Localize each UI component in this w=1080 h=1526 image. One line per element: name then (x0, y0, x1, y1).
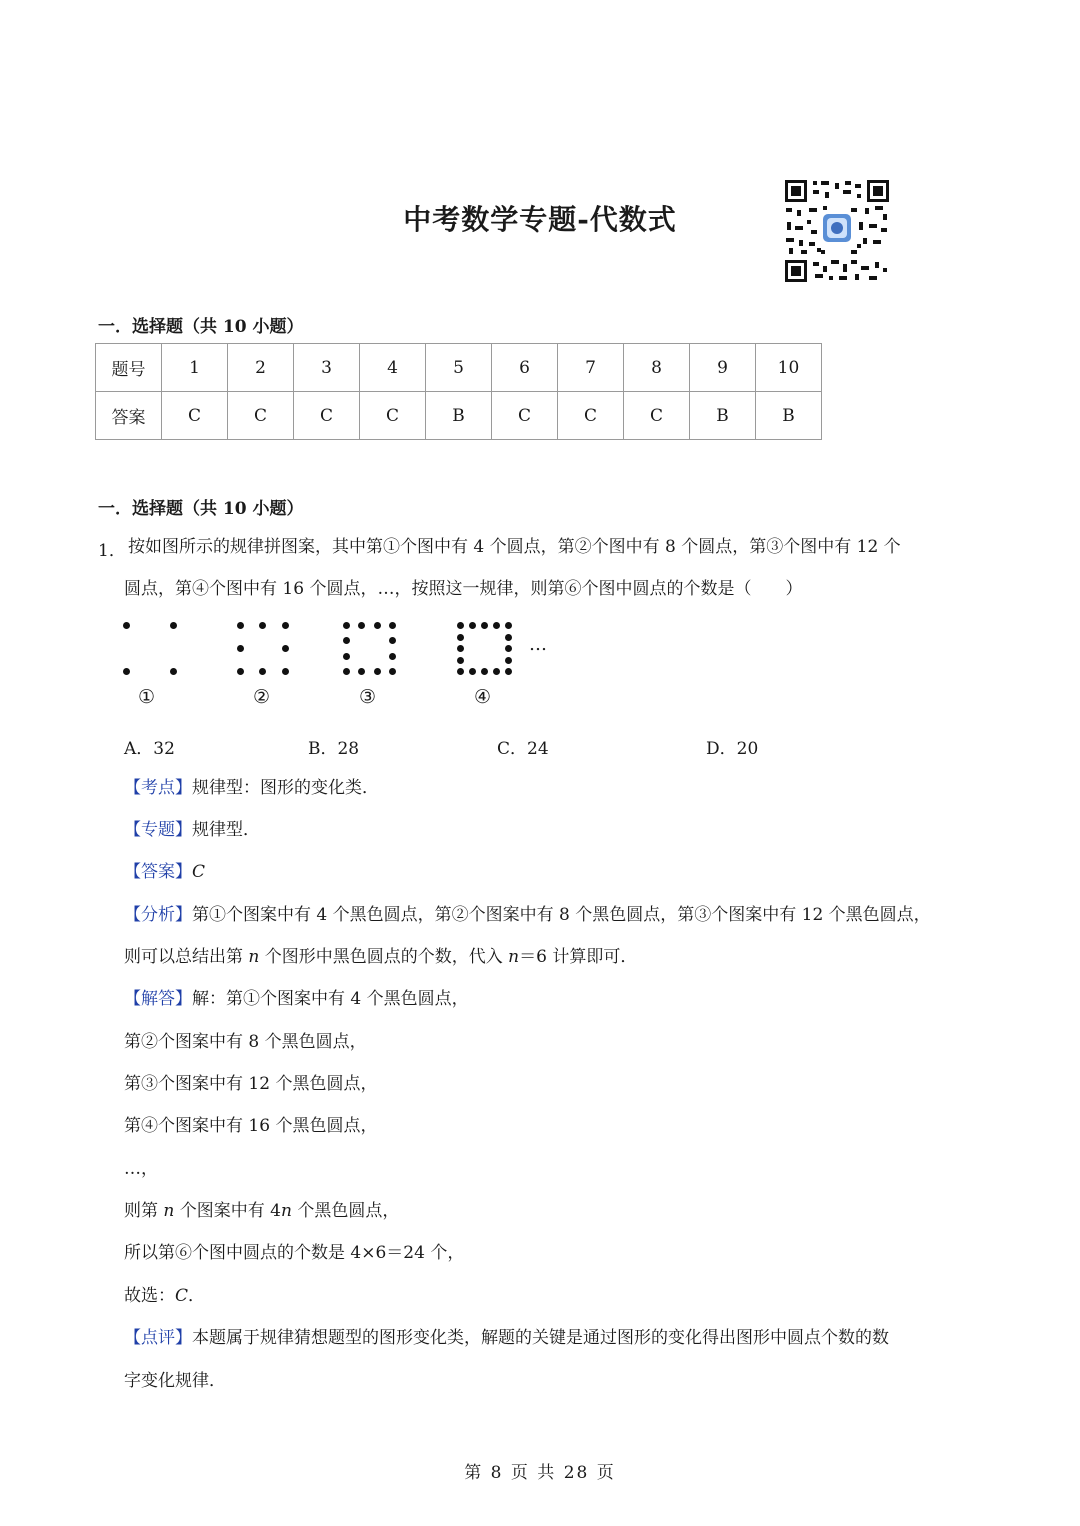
answer-table (95, 343, 822, 440)
question-number-cell: 1 (162, 344, 228, 392)
figure-ellipsis: … (529, 634, 547, 655)
section-heading: 一．选择题（共 10 小题） (98, 317, 304, 337)
jieda-tag: 【解答】 (124, 989, 192, 1009)
kaodian-line (124, 776, 379, 800)
answer-cell: C (294, 392, 360, 440)
jieda-line: 第②个图案中有 8 个黑色圆点， (124, 1032, 367, 1052)
jieda-text: 个黑色圆点， (291, 1201, 400, 1221)
figure-label: ② (253, 686, 271, 708)
jieda-line (124, 987, 469, 1011)
answer-cell: C (360, 392, 426, 440)
question-number-cell: 2 (228, 344, 294, 392)
fenxi-line (124, 903, 931, 927)
zhuanti-text: 规律型． (192, 820, 260, 840)
dianping-line (124, 1326, 889, 1350)
answer-cell: C (624, 392, 690, 440)
jieda-text: 解：第①个图案中有 4 个黑色圆点， (192, 989, 469, 1009)
variable-n: n (280, 1201, 292, 1221)
jieda-text: 个图案中有 4 (174, 1201, 281, 1221)
jieda-text: ． (188, 1286, 206, 1306)
question-text-line: 按如图所示的规律拼图案，其中第①个图中有 4 个圆点，第②个图中有 8 个圆点，第③个图中有 12 个 (128, 537, 901, 557)
dianping-text: 本题属于规律猜想题型的图形变化类，解题的关键是通过图形的变化得出图形中圆点个数的数 (192, 1328, 889, 1348)
jieda-line: 第④个图案中有 16 个黑色圆点， (124, 1116, 378, 1136)
table-row-label: 题号 (96, 344, 162, 392)
jieda-line (124, 1284, 205, 1308)
jieda-line: …， (124, 1159, 158, 1179)
table-row (96, 344, 822, 392)
figure-label: ① (138, 686, 156, 708)
jieda-text: 故选： (124, 1286, 175, 1306)
answer-cell: B (756, 392, 822, 440)
table-row (96, 392, 822, 440)
question-number-cell: 4 (360, 344, 426, 392)
dianping-line: 字变化规律． (124, 1371, 226, 1391)
question-number-cell: 9 (690, 344, 756, 392)
question-text-line: 圆点，第④个图中有 16 个圆点，…，按照这一规律，则第⑥个图中圆点的个数是（ ） (124, 579, 803, 599)
answer-cell: B (690, 392, 756, 440)
section-heading: 一．选择题（共 10 小题） (98, 499, 304, 519)
jieda-line (124, 1199, 399, 1223)
fenxi-tag: 【分析】 (124, 905, 192, 925)
question-number-cell: 3 (294, 344, 360, 392)
dianping-tag: 【点评】 (124, 1328, 192, 1348)
question-number-cell: 10 (756, 344, 822, 392)
page-title: 中考数学专题-代数式 (403, 203, 677, 236)
fenxi-text: ＝6 计算即可． (519, 947, 638, 967)
jieda-line: 第③个图案中有 12 个黑色圆点， (124, 1074, 378, 1094)
fenxi-text: 个图形中黑色圆点的个数，代入 (259, 947, 509, 967)
figure-label: ③ (359, 686, 377, 708)
question-number-cell: 5 (426, 344, 492, 392)
answer-cell: C (162, 392, 228, 440)
fenxi-text: 第①个图案中有 4 个黑色圆点，第②个图案中有 8 个黑色圆点，第③个图案中有 12 个黑色圆点， (192, 905, 931, 925)
option-b: B．28 (308, 739, 360, 759)
answer-cell: C (492, 392, 558, 440)
question-number-cell: 8 (624, 344, 690, 392)
answer-letter: C (175, 1286, 189, 1306)
jieda-text: 则第 (124, 1201, 164, 1221)
figure-label: ④ (474, 686, 492, 708)
option-d: D．20 (706, 739, 759, 759)
qr-code (783, 178, 891, 284)
fenxi-line (124, 945, 637, 969)
zhuanti-tag: 【专题】 (124, 820, 192, 840)
answer-cell: B (426, 392, 492, 440)
zhuanti-line (124, 818, 260, 842)
page-footer: 第 8 页 共 28 页 (464, 1463, 616, 1483)
option-a: A．32 (124, 739, 175, 759)
kaodian-tag: 【考点】 (124, 778, 192, 798)
daan-line (124, 860, 205, 884)
daan-tag: 【答案】 (124, 862, 192, 882)
table-row-label: 答案 (96, 392, 162, 440)
daan-text: C (192, 862, 206, 882)
variable-n: n (163, 1201, 175, 1221)
variable-n: n (248, 947, 260, 967)
fenxi-text: 则可以总结出第 (124, 947, 249, 967)
option-c: C．24 (497, 739, 549, 759)
answer-cell: C (228, 392, 294, 440)
question-number-cell: 6 (492, 344, 558, 392)
jieda-line: 所以第⑥个图中圆点的个数是 4×6＝24 个， (124, 1243, 465, 1263)
kaodian-text: 规律型：图形的变化类． (192, 778, 379, 798)
question-number-cell: 7 (558, 344, 624, 392)
variable-n: n (508, 947, 520, 967)
answer-cell: C (558, 392, 624, 440)
question-number: 1． (98, 541, 126, 561)
